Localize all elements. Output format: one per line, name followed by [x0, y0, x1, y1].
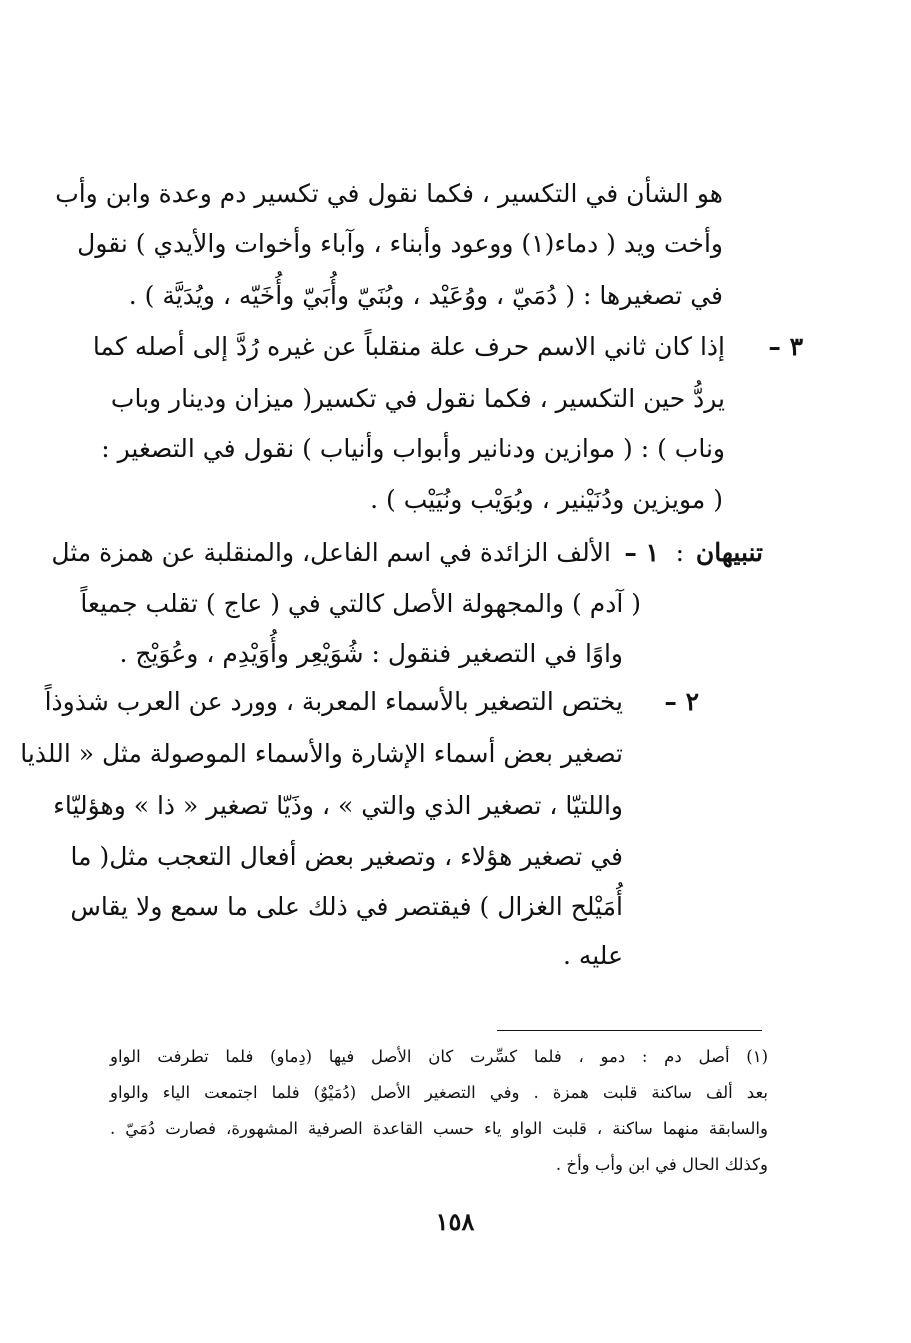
text-line: أُمَيْلح الغزال ) فيقتصر في ذلك على ما سمع ولا يقاس: [70, 892, 623, 921]
text-line: يختص التصغير بالأسماء المعربة ، وورد عن العرب شذوذاً: [44, 687, 623, 716]
text-line: تصغير بعض أسماء الإشارة والأسماء الموصولة مثل « اللذيا: [20, 739, 623, 768]
text-line: يردُّ حين التكسير ، فكما نقول في تكسير( ميزان ودينار وباب: [110, 384, 725, 413]
text-line: عليه .: [562, 941, 623, 970]
notes-separator: :: [675, 538, 684, 567]
footnote-line: والسابقة منهما ساكنة ، قلبت الواو ياء حسب القاعدة الصرفية المشهورة، فصارت دُمَيّ .: [110, 1119, 768, 1138]
text-line: إذا كان ثاني الاسم حرف علة منقلباً عن غيره رُدَّ إلى أصله كما: [92, 332, 725, 361]
rule-number: ٣ –: [768, 332, 803, 361]
text-line: وناب ) : ( موازين ودنانير وأبواب وأنياب ) نقول في التصغير :: [101, 434, 725, 463]
text-line: في تصغيرها : ( دُمَيّ ، ووُعَيْد ، وبُنَيّ وأُبَيّ وأُخَيّه ، ويُدَيَّة ) .: [128, 281, 723, 310]
page-number: ١٥٨: [435, 1207, 475, 1236]
text-line: ( مويزين ودُنَيْنير ، وبُوَيْب ونُيَيْب ) .: [370, 485, 723, 514]
notes-label: تنبيهان: [695, 538, 763, 567]
note-number: ٢ –: [664, 687, 699, 716]
note-number: ١ –: [624, 538, 659, 567]
text-line: واوًا في التصغير فنقول : شُوَيْعِر وأُوَيْدِم ، وعُوَيْج .: [119, 639, 623, 668]
text-line: واللتيّا ، تصغير الذي والتي » ، وذَيّا تصغير « ذا » وهؤليّاء: [53, 791, 623, 820]
footnote-rule: [497, 1030, 762, 1031]
text-line: الألف الزائدة في اسم الفاعل، والمنقلبة عن همزة مثل: [51, 538, 611, 567]
text-line: ( آدم ) والمجهولة الأصل كالتي في ( عاج ) تقلب جميعاً: [80, 589, 641, 618]
text-line: وأخت ويد ( دماء(١) ووعود وأبناء ، وآباء وأخوات والأيدي ) نقول: [77, 229, 723, 258]
text-line: هو الشأن في التكسير ، فكما نقول في تكسير دم وعدة وابن وأب: [55, 179, 723, 208]
footnote-line: وكذلك الحال في ابن وأب وأخ .: [555, 1155, 768, 1174]
footnote-line: (١) أصل دم : دمو ، فلما كسِّرت كان الأصل فيها (دِماو) فلما تطرفت الواو: [110, 1047, 768, 1066]
footnote-line: بعد ألف ساكنة قلبت همزة . وفي التصغير الأصل (دُمَيْوٌ) فلما اجتمعت الياء والواو: [110, 1083, 768, 1102]
text-line: في تصغير هؤلاء ، وتصغير بعض أفعال التعجب مثل( ما: [70, 842, 623, 871]
